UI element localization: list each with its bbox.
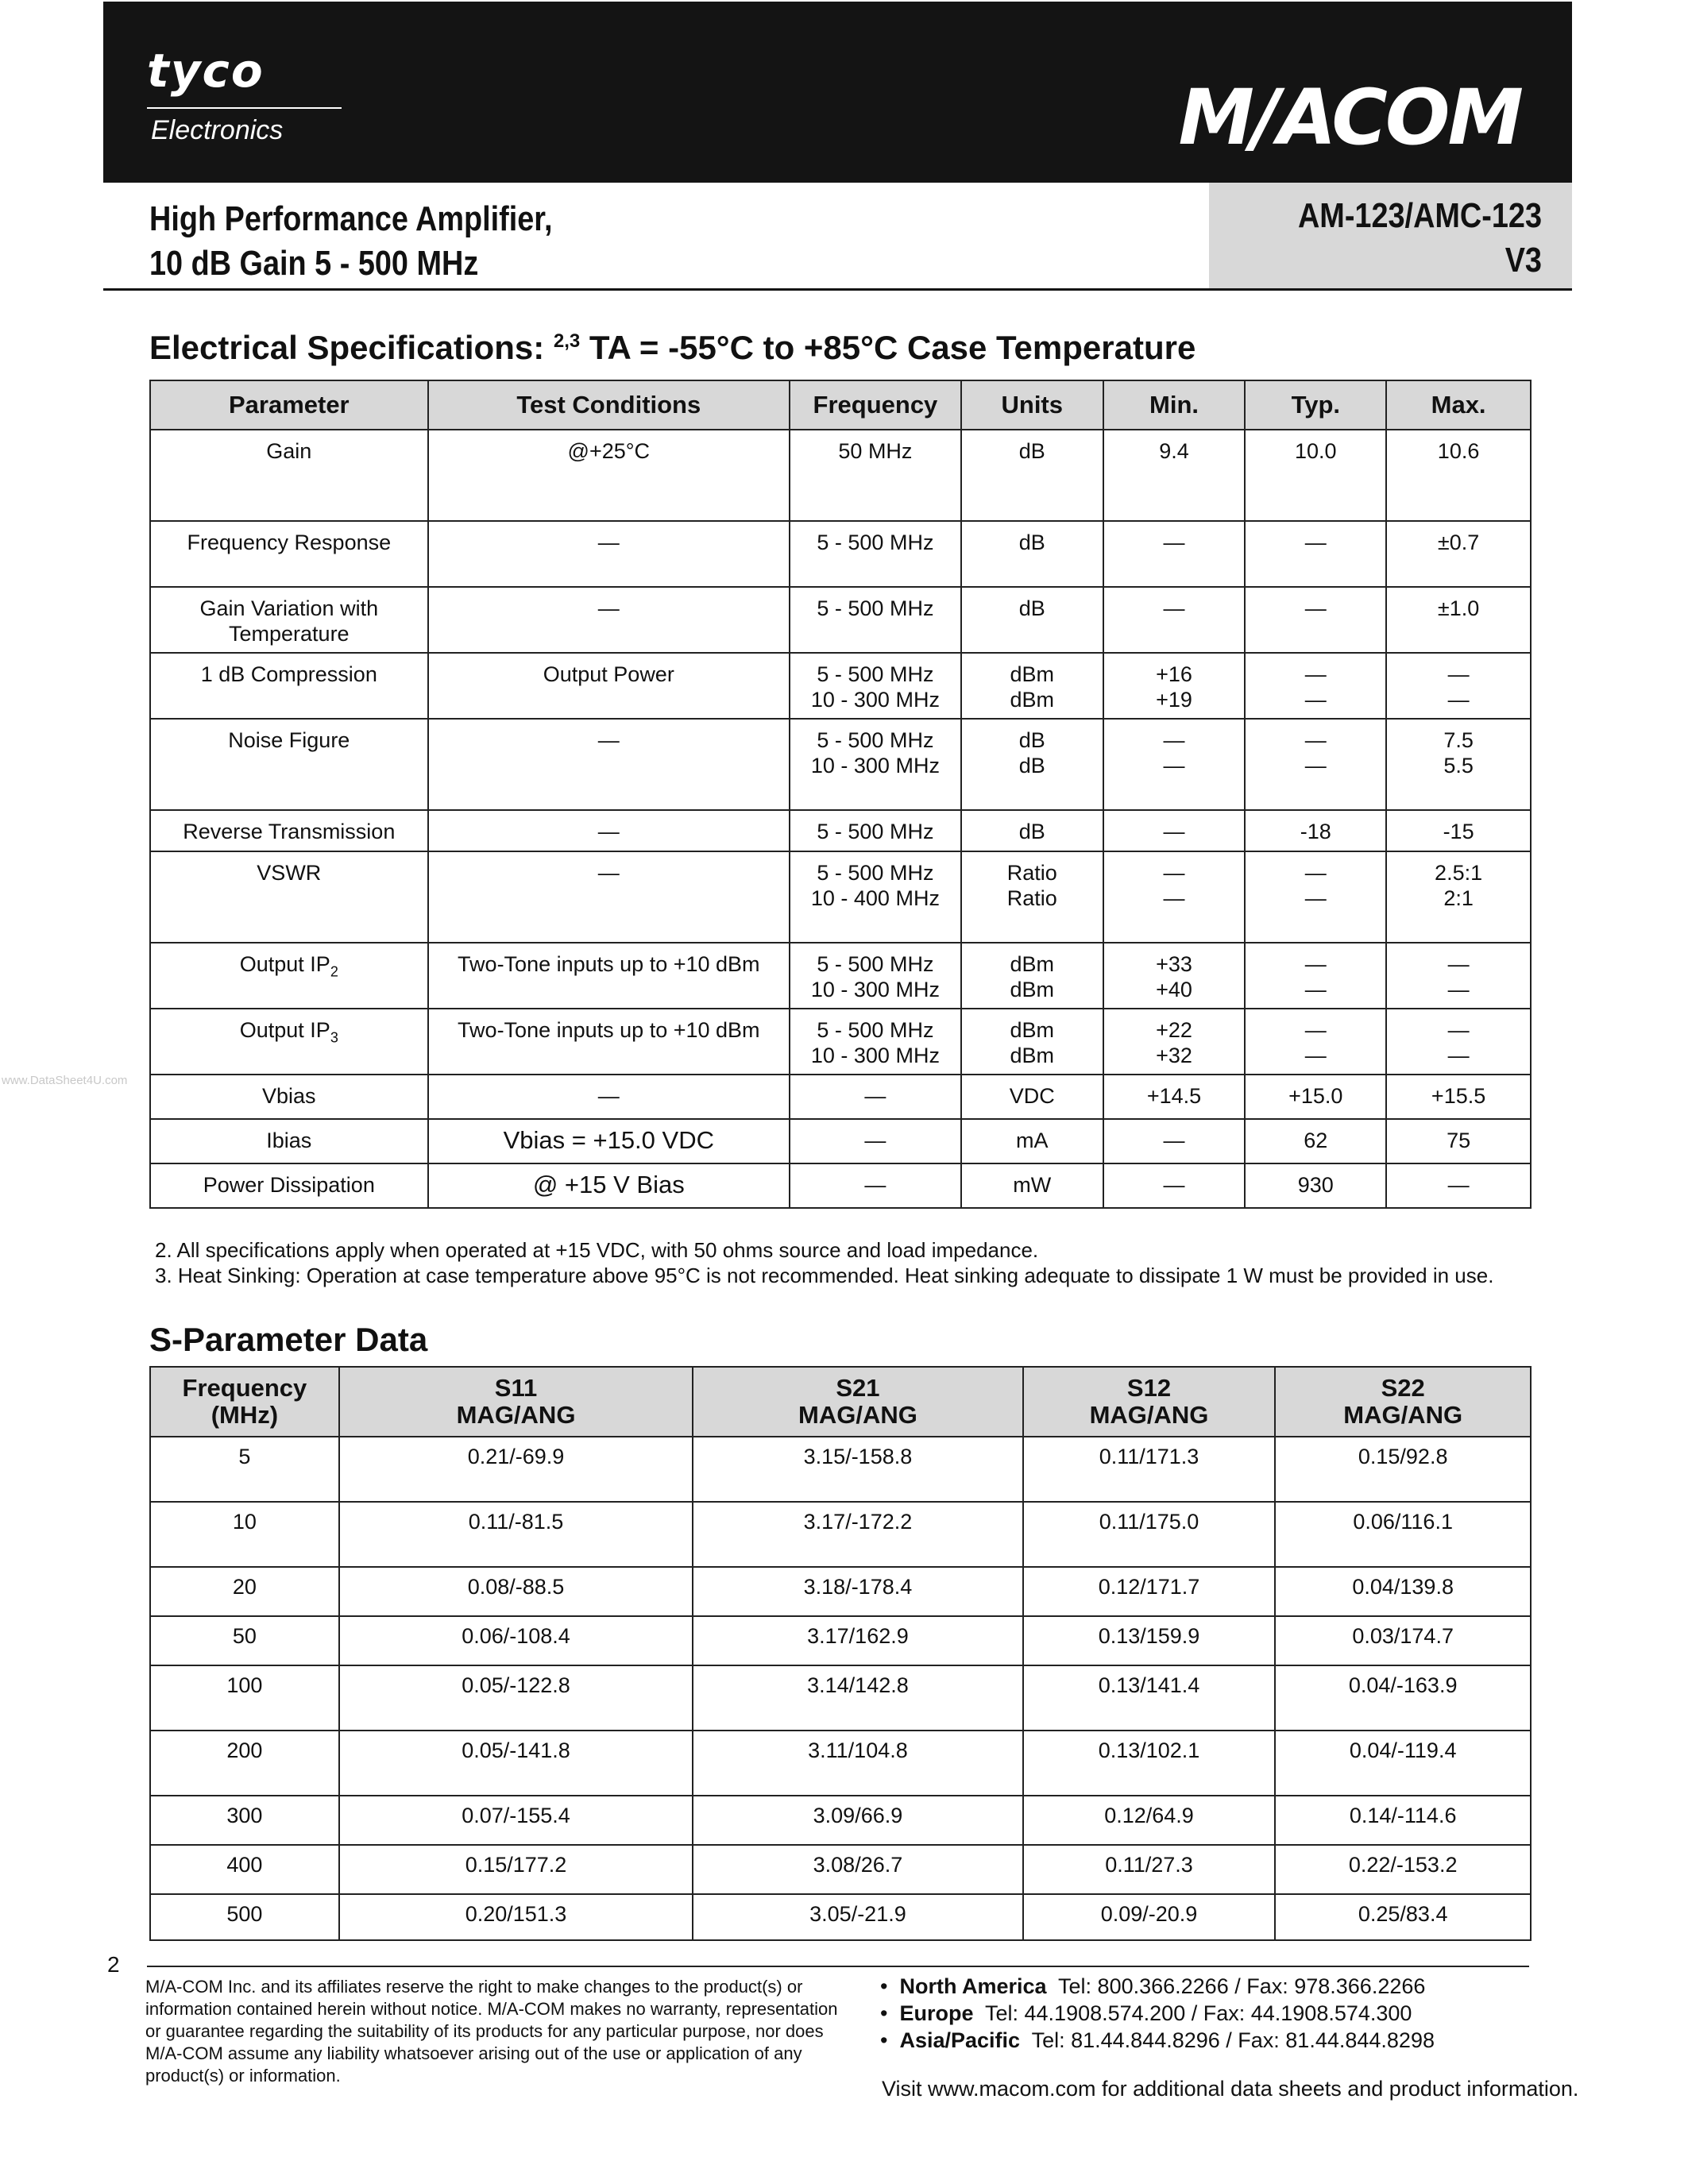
table-cell-units: dB [961,521,1103,587]
table-cell-typ: 930 [1245,1163,1386,1208]
contact-info: Tel: 44.1908.574.200 / Fax: 44.1908.574.300 [985,2001,1412,2025]
tyco-logo-rule [147,107,342,109]
footer-rule [147,1966,1529,1967]
table-cell-min: — [1103,521,1246,587]
table-cell-freq: 5 - 500 MHz 10 - 300 MHz [790,1009,961,1075]
table-cell: 200 [150,1731,339,1796]
table-cell-max: 75 [1386,1119,1531,1163]
elec-specs-heading [149,329,1196,367]
table-cell-units: VDC [961,1075,1103,1119]
contact-region: Asia/Pacific [899,2028,1021,2052]
table-cell-typ: — [1245,521,1386,587]
table-cell-max: — [1386,1163,1531,1208]
table-cell: 0.20/151.3 [339,1894,693,1940]
table-cell: 0.15/177.2 [339,1845,693,1894]
table-cell: 0.22/-153.2 [1275,1845,1531,1894]
part-number-text [1298,194,1542,283]
table-cell-min: — [1103,1119,1246,1163]
table-cell: 50 [150,1616,339,1665]
table-cell-units: dBm dBm [961,943,1103,1009]
title-rule [103,288,1572,291]
sparam-col-header: S12 MAG/ANG [1023,1367,1276,1437]
table-cell-param: VSWR [150,851,428,943]
elec-col-header: Test Conditions [428,380,790,430]
table-cell: 0.04/-119.4 [1275,1731,1531,1796]
table-cell: 5 [150,1437,339,1502]
table-row [150,1163,1531,1208]
table-cell-param: Output $IP_3$ [150,1009,428,1075]
table-cell: 0.06/-108.4 [339,1616,693,1665]
elec-specs-heading-sup: 2,3 [553,330,581,352]
table-row [150,1616,1531,1665]
tyco-logo-sub: Electronics [151,115,284,145]
table-cell: 0.05/-122.8 [339,1665,693,1731]
table-cell-freq: 5 - 500 MHz 10 - 400 MHz [790,851,961,943]
table-cell-units: dB [961,810,1103,851]
elec-col-header: Parameter [150,380,428,430]
table-cell-freq: 5 - 500 MHz [790,521,961,587]
table-cell-typ: — — [1245,851,1386,943]
table-cell: 100 [150,1665,339,1731]
table-row [150,587,1531,653]
table-cell-freq: 5 - 500 MHz [790,810,961,851]
table-cell: 0.14/-114.6 [1275,1796,1531,1845]
table-row [150,1845,1531,1894]
table-row [150,943,1531,1009]
table-cell: 0.11/171.3 [1023,1437,1276,1502]
table-cell-typ: — — [1245,943,1386,1009]
table-cell: 0.07/-155.4 [339,1796,693,1845]
table-cell-cond: — [428,521,790,587]
title-line-1: High Performance Amplifier, [149,199,553,238]
contact-north-america: • North America Tel: 800.366.2266 / Fax: 978.366.2266 [880,1974,1426,1998]
table-cell-units: mW [961,1163,1103,1208]
table-cell-freq: 5 - 500 MHz 10 - 300 MHz [790,943,961,1009]
sparam-col-header: S22 MAG/ANG [1275,1367,1531,1437]
table-cell-param: Frequency Response [150,521,428,587]
table-cell: 0.21/-69.9 [339,1437,693,1502]
table-row [150,1894,1531,1940]
table-cell-min: +16 +19 [1103,653,1246,719]
table-cell-freq: 5 - 500 MHz [790,587,961,653]
watermark: www.DataSheet4U.com [2,1074,128,1087]
table-row [150,1567,1531,1616]
table-cell: 3.11/104.8 [693,1731,1022,1796]
sparam-table [149,1366,1532,1941]
table-cell: 0.13/141.4 [1023,1665,1276,1731]
table-cell: 0.15/92.8 [1275,1437,1531,1502]
table-cell-max: 2.5:1 2:1 [1386,851,1531,943]
table-cell-units: dB [961,430,1103,521]
table-cell-typ: — — [1245,653,1386,719]
table-cell-cond: Output Power [428,653,790,719]
sparam-heading: S-Parameter Data [149,1321,428,1358]
table-cell-min: — — [1103,719,1246,810]
table-cell-typ: — [1245,587,1386,653]
contacts-list [880,1973,1435,2054]
sparam-col-header: S21 MAG/ANG [693,1367,1022,1437]
table-row [150,719,1531,810]
table-cell-param: 1 dB Compression [150,653,428,719]
table-cell-typ: 62 [1245,1119,1386,1163]
table-cell: 0.11/27.3 [1023,1845,1276,1894]
contact-asia-pacific: • Asia/Pacific Tel: 81.44.844.8296 / Fax: 81.44.844.8298 [880,2028,1435,2052]
table-cell-typ: -18 [1245,810,1386,851]
disclaimer: M/A-COM Inc. and its affiliates reserve the right to make changes to the product(s) or information contained herein without notice. M/A-COM makes no warranty, representation or guarantee regarding the suitability of its products for any particular purpose, nor does M/A-COM assume any liability whatsoever arising out of the use or application of any product(s) or information. [145,1977,838,2086]
elec-col-header: Typ. [1245,380,1386,430]
table-cell-freq: — [790,1075,961,1119]
table-cell-units: dBm dBm [961,653,1103,719]
table-cell-max: 7.5 5.5 [1386,719,1531,810]
table-cell-units: mA [961,1119,1103,1163]
table-cell: 3.09/66.9 [693,1796,1022,1845]
table-cell-freq: 5 - 500 MHz 10 - 300 MHz [790,653,961,719]
table-cell-min: +14.5 [1103,1075,1246,1119]
table-cell-units: Ratio Ratio [961,851,1103,943]
notes [155,1237,1529,1288]
table-cell-param: Gain Variation with Temperature [150,587,428,653]
table-cell: 3.18/-178.4 [693,1567,1022,1616]
table-row [150,1796,1531,1845]
table-cell-cond: Vbias = +15.0 VDC [428,1119,790,1163]
table-cell: 0.11/175.0 [1023,1502,1276,1567]
elec-col-header: Max. [1386,380,1531,430]
table-cell: 3.17/-172.2 [693,1502,1022,1567]
table-cell-param: Vbias [150,1075,428,1119]
table-cell-freq: — [790,1163,961,1208]
note-2: 2. All specifications apply when operated at +15 VDC, with 50 ohms source and load impedance. [155,1238,1039,1262]
visit-website-text: Visit www.macom.com for additional data sheets and product information. [882,2077,1579,2101]
table-row [150,851,1531,943]
table-cell: 400 [150,1845,339,1894]
table-row [150,1502,1531,1567]
table-cell-cond: @+25°C [428,430,790,521]
elec-specs-heading-text: Electrical Specifications: [149,329,545,366]
table-cell-freq: 5 - 500 MHz 10 - 300 MHz [790,719,961,810]
table-cell-units: dB dB [961,719,1103,810]
version: V3 [1505,241,1542,280]
table-cell-cond: — [428,1075,790,1119]
table-cell-typ: — — [1245,719,1386,810]
contact-region: North America [899,1974,1047,1998]
table-cell: 3.08/26.7 [693,1845,1022,1894]
table-cell-param: Noise Figure [150,719,428,810]
table-cell: 3.05/-21.9 [693,1894,1022,1940]
table-cell: 3.14/142.8 [693,1665,1022,1731]
table-cell-min: — — [1103,851,1246,943]
table-row [150,521,1531,587]
contact-region: Europe [899,2001,974,2025]
elec-col-header: Units [961,380,1103,430]
table-cell-max: +15.5 [1386,1075,1531,1119]
elec-col-header: Min. [1103,380,1246,430]
macom-logo: M/ACOM [1178,73,1521,162]
table-cell-param: Reverse Transmission [150,810,428,851]
table-cell: 0.05/-141.8 [339,1731,693,1796]
table-row [150,1665,1531,1731]
table-cell-min: +22 +32 [1103,1009,1246,1075]
title-line-2: 10 dB Gain 5 - 500 MHz [149,244,479,283]
tyco-logo: tyco [147,44,265,98]
table-row [150,430,1531,521]
table-cell-max: -15 [1386,810,1531,851]
contact-info: Tel: 81.44.844.8296 / Fax: 81.44.844.8298 [1031,2028,1435,2052]
table-row [150,653,1531,719]
table-cell-min: — [1103,1163,1246,1208]
table-cell-cond: — [428,587,790,653]
elec-specs-heading-condition: TA = -55°C to +85°C Case Temperature [589,329,1196,366]
table-cell-max: — — [1386,653,1531,719]
table-row [150,1731,1531,1796]
table-cell-freq: 50 MHz [790,430,961,521]
table-row [150,810,1531,851]
table-row [150,1009,1531,1075]
elec-specs-table [149,380,1532,1209]
table-cell-units: dBm dBm [961,1009,1103,1075]
table-cell: 3.15/-158.8 [693,1437,1022,1502]
table-cell-max: — — [1386,1009,1531,1075]
document-title [149,197,552,286]
part-number-box [1209,183,1572,288]
table-cell-max: — — [1386,943,1531,1009]
table-cell-cond: Two-Tone inputs up to +10 dBm [428,1009,790,1075]
contact-info: Tel: 800.366.2266 / Fax: 978.366.2266 [1058,1974,1426,1998]
table-cell: 0.09/-20.9 [1023,1894,1276,1940]
table-cell-typ: +15.0 [1245,1075,1386,1119]
table-cell: 500 [150,1894,339,1940]
table-cell-cond: — [428,851,790,943]
table-cell-units: dB [961,587,1103,653]
table-cell-min: 9.4 [1103,430,1246,521]
sparam-col-header: S11 MAG/ANG [339,1367,693,1437]
sparam-col-header: Frequency (MHz) [150,1367,339,1437]
table-cell-cond: — [428,719,790,810]
table-cell-param: Output $IP_2$ [150,943,428,1009]
table-cell: 10 [150,1502,339,1567]
table-cell: 0.08/-88.5 [339,1567,693,1616]
table-cell-max: ±0.7 [1386,521,1531,587]
table-cell: 0.12/171.7 [1023,1567,1276,1616]
part-number: AM-123/AMC-123 [1297,196,1542,235]
table-row [150,1437,1531,1502]
table-cell: 0.04/139.8 [1275,1567,1531,1616]
table-cell: 0.11/-81.5 [339,1502,693,1567]
table-cell-typ: 10.0 [1245,430,1386,521]
table-cell: 0.04/-163.9 [1275,1665,1531,1731]
table-row [150,1119,1531,1163]
elec-col-header: Frequency [790,380,961,430]
table-cell-cond: Two-Tone inputs up to +10 dBm [428,943,790,1009]
table-cell-cond: @ +15 V Bias [428,1163,790,1208]
table-cell-max: ±1.0 [1386,587,1531,653]
table-cell-min: — [1103,587,1246,653]
page-number: 2 [107,1952,120,1977]
table-cell-freq: — [790,1119,961,1163]
contact-europe: • Europe Tel: 44.1908.574.200 / Fax: 44.1908.574.300 [880,2001,1412,2025]
table-row [150,1075,1531,1119]
table-cell-typ: — — [1245,1009,1386,1075]
table-cell-min: — [1103,810,1246,851]
table-cell: 0.25/83.4 [1275,1894,1531,1940]
table-cell: 300 [150,1796,339,1845]
table-cell-min: +33 +40 [1103,943,1246,1009]
table-cell: 0.13/102.1 [1023,1731,1276,1796]
table-cell: 0.03/174.7 [1275,1616,1531,1665]
table-cell: 0.12/64.9 [1023,1796,1276,1845]
table-cell-param: Gain [150,430,428,521]
table-cell-cond: — [428,810,790,851]
table-cell-param: Ibias [150,1119,428,1163]
table-cell: 0.13/159.9 [1023,1616,1276,1665]
table-cell: 3.17/162.9 [693,1616,1022,1665]
note-3: 3. Heat Sinking: Operation at case temperature above 95°C is not recommended. Heat sinking adequate to dissipate 1 W must be provided in use. [155,1264,1494,1287]
table-cell: 20 [150,1567,339,1616]
table-cell-param: Power Dissipation [150,1163,428,1208]
table-cell: 0.06/116.1 [1275,1502,1531,1567]
table-cell-max: 10.6 [1386,430,1531,521]
